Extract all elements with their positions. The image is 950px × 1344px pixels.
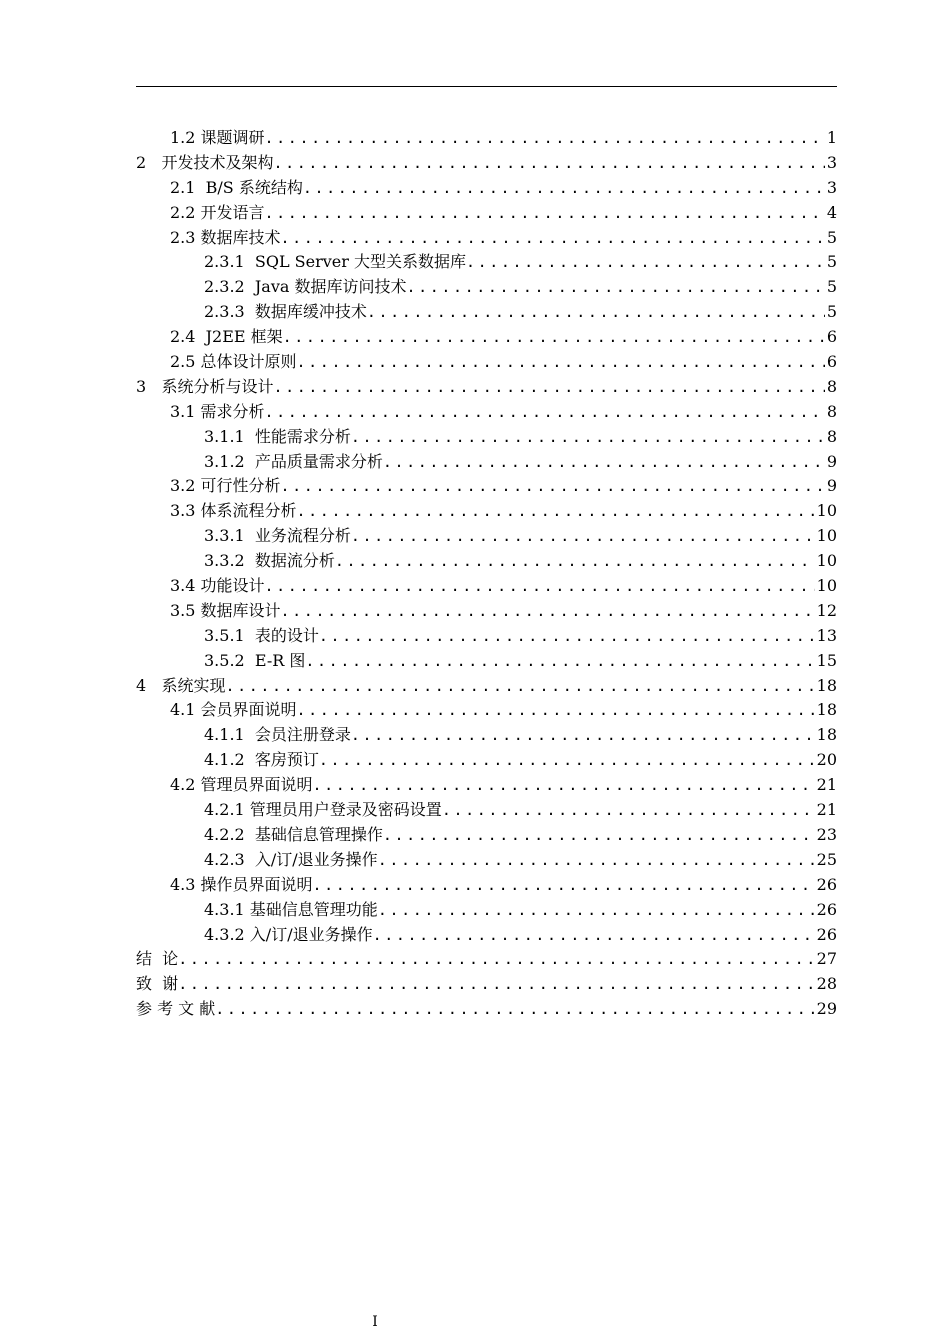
toc-entry[interactable] (136, 201, 837, 226)
toc-entry-title: 体系流程分析 (200, 501, 297, 521)
toc-entry[interactable] (136, 400, 837, 425)
toc-entry-number: 3.5.2 (204, 650, 255, 670)
toc-entry-number: 2 (136, 152, 162, 172)
toc-entry[interactable] (136, 151, 837, 176)
toc-entry-page: 9 (826, 451, 837, 471)
toc-entry-number: 4.1.2 (204, 750, 255, 770)
toc-entry-title: J2EE 框架 (205, 327, 283, 347)
toc-entry-number: 4.2.1 (204, 800, 250, 820)
toc-entry-number: 3.3 (170, 501, 201, 521)
toc-dot-leader (178, 972, 814, 997)
header-rule (136, 86, 837, 87)
toc-entry-title: 数据库技术 (200, 227, 281, 247)
toc-entry-page: 26 (816, 874, 837, 894)
toc-entry-title: 基础信息管理操作 (254, 824, 383, 844)
toc-entry[interactable] (136, 599, 837, 624)
toc-entry-number: 3.1.1 (204, 426, 255, 446)
toc-dot-leader (215, 997, 814, 1022)
toc-entry-number: 2.1 (170, 177, 206, 197)
toc-dot-leader (178, 947, 814, 972)
toc-dot-leader (283, 325, 825, 350)
toc-dot-leader (281, 474, 825, 499)
toc-entry-title: 产品质量需求分析 (254, 451, 383, 471)
toc-dot-leader (407, 275, 825, 300)
toc-entry-title: 管理员用户登录及密码设置 (249, 800, 442, 820)
toc-entry-page: 5 (826, 252, 837, 272)
toc-entry-title: B/S 系统结构 (205, 177, 303, 197)
toc-entry[interactable] (136, 923, 837, 948)
toc-dot-leader (383, 823, 815, 848)
toc-entry-title: 会员注册登录 (254, 725, 351, 745)
toc-entry-page: 6 (826, 352, 837, 372)
toc-dot-leader (281, 226, 825, 251)
toc-dot-leader (442, 798, 815, 823)
toc-entry[interactable] (136, 300, 837, 325)
toc-entry[interactable] (136, 723, 837, 748)
toc-entry[interactable] (136, 250, 837, 275)
toc-entry-number: 3.1.2 (204, 451, 255, 471)
toc-entry-page: 20 (816, 750, 837, 770)
toc-entry-page: 25 (816, 849, 837, 869)
toc-dot-leader (297, 350, 825, 375)
toc-dot-leader (265, 201, 825, 226)
toc-dot-leader (319, 624, 815, 649)
toc-entry-title: 数据流分析 (254, 551, 335, 571)
toc-entry[interactable] (136, 649, 837, 674)
toc-entry-number: 3.5.1 (204, 625, 255, 645)
toc-entry-number: 3.4 (170, 576, 201, 596)
toc-dot-leader (335, 549, 815, 574)
toc-dot-leader (351, 723, 815, 748)
toc-entry[interactable] (136, 624, 837, 649)
toc-entry-title: 需求分析 (200, 401, 265, 421)
toc-entry-number: 4.3.2 (204, 924, 250, 944)
toc-entry-title: E-R 图 (254, 650, 306, 670)
toc-entry-number: 3.2 (170, 476, 201, 496)
toc-entry-number: 3.5 (170, 600, 201, 620)
toc-entry-title: 基础信息管理功能 (249, 899, 378, 919)
toc-entry-number: 2.3 (170, 227, 201, 247)
toc-dot-leader (373, 923, 815, 948)
toc-dot-leader (225, 674, 814, 699)
toc-entry-page: 15 (816, 650, 837, 670)
toc-entry-number: 3.3.1 (204, 526, 255, 546)
toc-entry[interactable] (136, 499, 837, 524)
toc-dot-leader (265, 126, 825, 151)
toc-entry-page: 18 (816, 725, 837, 745)
toc-entry-number: 4.3.1 (204, 899, 250, 919)
toc-entry[interactable] (136, 823, 837, 848)
toc-entry-page: 28 (816, 974, 837, 994)
toc-entry[interactable] (136, 524, 837, 549)
toc-entry-number: 2.2 (170, 202, 201, 222)
toc-entry-page: 5 (826, 277, 837, 297)
table-of-contents (136, 126, 837, 1022)
toc-entry-page: 3 (826, 152, 837, 172)
toc-entry-title: 会员界面说明 (200, 700, 297, 720)
toc-entry-title: 可行性分析 (200, 476, 281, 496)
toc-dot-leader (367, 300, 825, 325)
toc-dot-leader (265, 400, 825, 425)
toc-entry[interactable] (136, 375, 837, 400)
toc-entry-page: 10 (816, 501, 837, 521)
toc-entry-title: 数据库设计 (200, 600, 281, 620)
toc-entry-page: 21 (816, 775, 837, 795)
toc-entry-title: 客房预订 (254, 750, 319, 770)
toc-entry-title: 数据库缓冲技术 (254, 302, 367, 322)
toc-entry[interactable] (136, 773, 837, 798)
toc-entry[interactable] (136, 275, 837, 300)
toc-entry-page: 5 (826, 302, 837, 322)
toc-entry-title: 入/订/退业务操作 (249, 924, 373, 944)
toc-entry[interactable] (136, 873, 837, 898)
toc-entry-page: 26 (816, 899, 837, 919)
toc-entry-page: 1 (826, 128, 837, 147)
toc-entry-page: 3 (826, 177, 837, 197)
toc-entry-page: 10 (816, 526, 837, 546)
toc-entry-page: 5 (826, 227, 837, 247)
toc-entry-page: 9 (826, 476, 837, 496)
toc-entry-number: 4.1 (170, 700, 201, 720)
toc-entry[interactable] (136, 898, 837, 923)
toc-dot-leader (273, 151, 824, 176)
toc-entry-title: 课题调研 (200, 128, 265, 147)
toc-entry-title: 业务流程分析 (254, 526, 351, 546)
toc-dot-leader (378, 898, 815, 923)
toc-entry-number: 4 (136, 675, 162, 695)
toc-entry-title: 性能需求分析 (254, 426, 351, 446)
toc-dot-leader (378, 848, 815, 873)
toc-entry-number: 4.3 (170, 874, 201, 894)
toc-entry-number: 2.3.2 (204, 277, 255, 297)
toc-entry[interactable] (136, 226, 837, 251)
toc-entry-page: 18 (816, 700, 837, 720)
toc-dot-leader (265, 574, 815, 599)
toc-entry-number: 3.3.2 (204, 551, 255, 571)
toc-entry-title: 系统分析与设计 (161, 376, 274, 396)
toc-entry-number: 1.2 (170, 128, 201, 147)
toc-entry-title: 总体设计原则 (200, 352, 297, 372)
toc-entry-number: 2.3.3 (204, 302, 255, 322)
toc-dot-leader (319, 748, 815, 773)
toc-entry-page: 4 (826, 202, 837, 222)
toc-entry-page: 12 (816, 600, 837, 620)
toc-entry-page: 10 (816, 551, 837, 571)
toc-dot-leader (383, 450, 825, 475)
toc-entry-number: 3.1 (170, 401, 201, 421)
toc-entry-number: 4.2.3 (204, 849, 255, 869)
toc-dot-leader (351, 425, 825, 450)
toc-entry[interactable] (136, 574, 837, 599)
toc-entry-number: 4.2.2 (204, 824, 255, 844)
toc-entry[interactable] (136, 350, 837, 375)
toc-dot-leader (297, 698, 815, 723)
toc-entry-number: 4.1.1 (204, 725, 255, 745)
toc-entry[interactable] (136, 425, 837, 450)
toc-entry-page: 8 (826, 426, 837, 446)
toc-entry-title: 操作员界面说明 (200, 874, 313, 894)
toc-entry[interactable] (136, 126, 837, 151)
toc-entry-page: 6 (826, 327, 837, 347)
toc-entry-title: 致 谢 (136, 974, 179, 994)
toc-entry-title: 入/订/退业务操作 (254, 849, 378, 869)
toc-entry-title: 表的设计 (254, 625, 319, 645)
toc-entry[interactable] (136, 474, 837, 499)
toc-entry[interactable] (136, 947, 837, 972)
toc-dot-leader (273, 375, 824, 400)
toc-entry-title: SQL Server 大型关系数据库 (254, 252, 467, 272)
toc-entry-number: 2.4 (170, 327, 206, 347)
toc-entry-page: 29 (816, 999, 837, 1019)
toc-entry[interactable] (136, 798, 837, 823)
toc-dot-leader (305, 649, 814, 674)
toc-dot-leader (303, 176, 825, 201)
toc-dot-leader (466, 250, 825, 275)
toc-entry[interactable] (136, 325, 837, 350)
toc-entry[interactable] (136, 997, 837, 1022)
toc-entry[interactable] (136, 674, 837, 699)
toc-entry-title: Java 数据库访问技术 (254, 277, 407, 297)
toc-entry-number: 2.3.1 (204, 252, 255, 272)
toc-dot-leader (297, 499, 815, 524)
toc-entry[interactable] (136, 549, 837, 574)
toc-entry-title: 开发语言 (200, 202, 265, 222)
toc-entry[interactable] (136, 972, 837, 997)
toc-entry[interactable] (136, 176, 837, 201)
toc-entry-title: 参 考 文 献 (136, 999, 216, 1019)
toc-dot-leader (313, 873, 815, 898)
toc-entry-page: 18 (816, 675, 837, 695)
toc-entry-page: 27 (816, 949, 837, 969)
toc-entry-page: 13 (816, 625, 837, 645)
toc-entry-title: 结 论 (136, 949, 179, 969)
toc-entry-page: 8 (826, 401, 837, 421)
toc-entry[interactable] (136, 450, 837, 475)
toc-entry-page: 10 (816, 576, 837, 596)
toc-entry-page: 8 (826, 376, 837, 396)
page-number: I (372, 1314, 378, 1330)
toc-entry-title: 系统实现 (161, 675, 226, 695)
toc-entry-number: 3 (136, 376, 162, 396)
toc-entry-title: 管理员界面说明 (200, 775, 313, 795)
toc-dot-leader (313, 773, 815, 798)
toc-entry-page: 21 (816, 800, 837, 820)
toc-dot-leader (351, 524, 815, 549)
toc-entry-title: 功能设计 (200, 576, 265, 596)
toc-entry-title: 开发技术及架构 (161, 152, 274, 172)
toc-entry-number: 2.5 (170, 352, 201, 372)
toc-entry[interactable] (136, 748, 837, 773)
toc-entry[interactable] (136, 848, 837, 873)
toc-entry-number: 4.2 (170, 775, 201, 795)
toc-entry[interactable] (136, 698, 837, 723)
toc-entry-page: 23 (816, 824, 837, 844)
toc-dot-leader (281, 599, 815, 624)
toc-entry-page: 26 (816, 924, 837, 944)
